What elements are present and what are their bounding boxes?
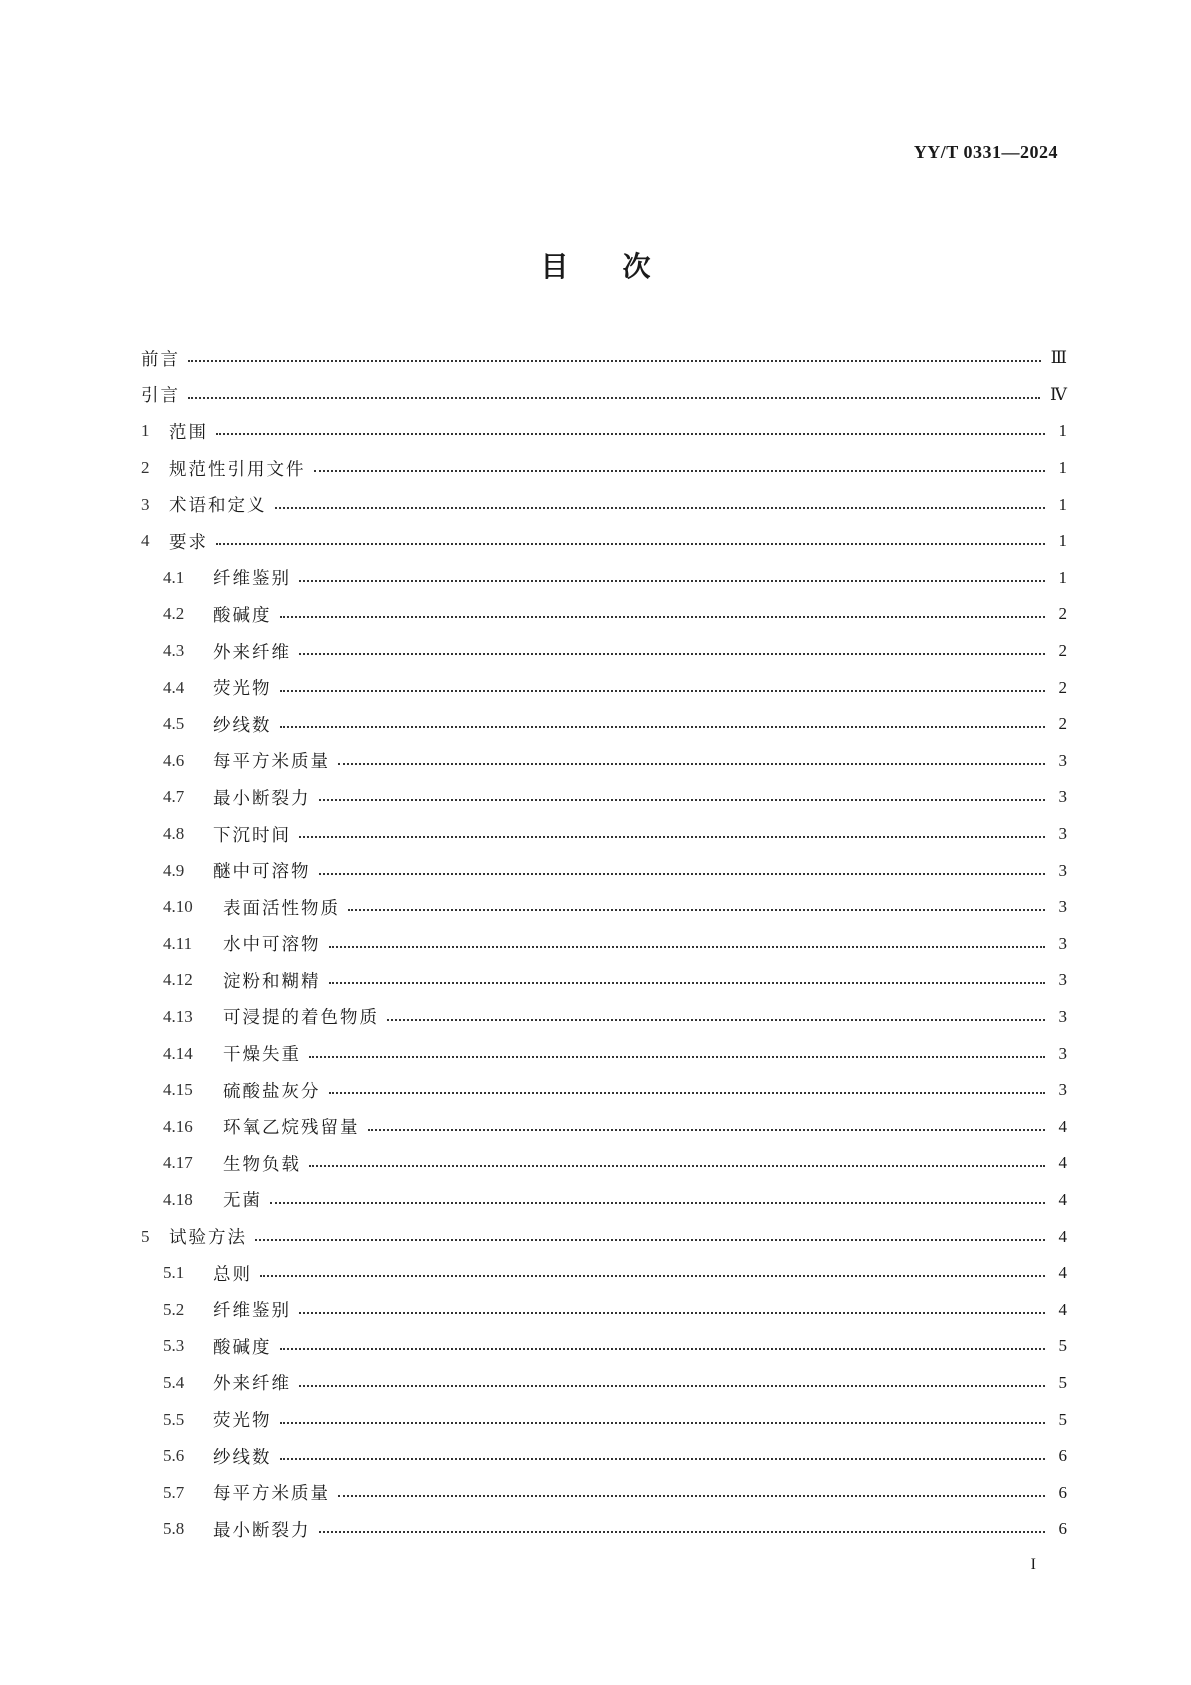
dot-leader [188,360,1041,362]
dot-leader [280,726,1046,728]
dot-leader [329,982,1046,984]
toc-entry-title: 要求 [169,532,208,553]
toc-entry-number: 3 [141,494,150,514]
toc-entry-number: 5.6 [163,1446,185,1466]
toc-entry-number: 5 [141,1226,150,1246]
toc-entry[interactable] [141,377,1067,414]
toc-entry-page: 1 [1058,531,1067,551]
toc-entry[interactable] [141,560,1067,597]
toc-entry-page: 3 [1058,970,1067,990]
toc-entry-title: 荧光物 [213,1411,272,1432]
toc-entry[interactable] [141,1218,1067,1255]
dot-leader [368,1129,1046,1131]
toc-entry-number: 4.6 [163,750,185,770]
dot-leader [319,873,1046,875]
toc-entry[interactable] [141,1255,1067,1292]
dot-leader [270,1202,1045,1204]
toc-entry-title: 水中可溶物 [223,935,321,956]
toc-entry-title: 外来纤维 [213,642,291,663]
toc-entry-number: 1 [141,421,150,441]
toc-entry[interactable] [141,1474,1067,1511]
toc-entry-title: 纤维鉴别 [213,569,291,590]
toc-entry-page: 4 [1058,1299,1067,1319]
toc-entry-title: 下沉时间 [213,825,291,846]
dot-leader [280,616,1046,618]
dot-leader [309,1165,1045,1167]
dot-leader [319,799,1046,801]
toc-entry-number: 4.17 [163,1153,193,1173]
toc-entry-title: 醚中可溶物 [213,862,311,883]
toc-entry-page: 2 [1058,604,1067,624]
dot-leader [309,1056,1045,1058]
toc-entry-page: 4 [1058,1226,1067,1246]
dot-leader [280,1348,1046,1350]
toc-entry-title: 酸碱度 [213,605,272,626]
toc-entry-title: 最小断裂力 [213,1520,311,1541]
toc-entry[interactable] [141,413,1067,450]
toc-entry-page: 6 [1058,1482,1067,1502]
toc-entry-page: 3 [1058,787,1067,807]
toc-entry-number: 4.12 [163,970,193,990]
toc-entry[interactable] [141,852,1067,889]
toc-entry[interactable] [141,1511,1067,1548]
toc-entry[interactable] [141,596,1067,633]
toc-entry-number: 5.5 [163,1409,185,1429]
toc-entry-title: 最小断裂力 [213,788,311,809]
toc-entry[interactable] [141,340,1067,377]
toc-entry[interactable] [141,633,1067,670]
toc-entry-page: 4 [1058,1153,1067,1173]
toc-entry[interactable] [141,1328,1067,1365]
toc-entry-number: 5.3 [163,1336,185,1356]
toc-entry[interactable] [141,962,1067,999]
toc-entry-number: 4.8 [163,824,185,844]
toc-entry-title: 酸碱度 [213,1337,272,1358]
dot-leader [387,1019,1045,1021]
toc-entry-page: 3 [1058,750,1067,770]
page-number: I [1030,1556,1036,1573]
dot-leader [216,543,1045,545]
toc-entry-title: 可浸提的着色物质 [223,1008,379,1029]
toc-entry-page: 3 [1058,1080,1067,1100]
toc-entry-page: 6 [1058,1446,1067,1466]
toc-entry-page: 3 [1058,1006,1067,1026]
toc-entry-title: 纤维鉴别 [213,1301,291,1322]
toc-entry[interactable] [141,999,1067,1036]
toc-entry-page: 2 [1058,641,1067,661]
dot-leader [299,1385,1045,1387]
dot-leader [319,1531,1046,1533]
toc-entry-page: 4 [1058,1116,1067,1136]
toc-entry-page: 2 [1058,677,1067,697]
toc-entry-number: 4.5 [163,714,185,734]
toc-entry-title: 前言 [141,349,180,370]
toc-entry[interactable] [141,1145,1067,1182]
toc-entry-page: 1 [1058,494,1067,514]
toc-entry-number: 5.7 [163,1482,185,1502]
toc-entry[interactable] [141,779,1067,816]
toc-entry[interactable] [141,1291,1067,1328]
dot-leader [280,1458,1046,1460]
toc-entry-page: 3 [1058,933,1067,953]
dot-leader [255,1239,1045,1241]
toc-entry-page: 3 [1058,824,1067,844]
dot-leader [299,1312,1045,1314]
toc-entry-title: 范围 [169,422,208,443]
toc-entry-title: 无菌 [223,1191,262,1212]
toc-entry-page: 3 [1058,860,1067,880]
toc-entry[interactable] [141,450,1067,487]
dot-leader [299,836,1045,838]
toc-entry[interactable] [141,1401,1067,1438]
dot-leader [348,909,1045,911]
toc-entry-number: 4.3 [163,641,185,661]
toc-entry[interactable] [141,743,1067,780]
toc-entry-page: 6 [1058,1519,1067,1539]
toc-entry-title: 每平方米质量 [213,752,330,773]
toc-entry[interactable] [141,1035,1067,1072]
dot-leader [188,397,1040,399]
toc-entry[interactable] [141,486,1067,523]
dot-leader [329,946,1046,948]
page-title: 目次 [540,250,705,283]
dot-leader [275,507,1046,509]
toc-entry[interactable] [141,706,1067,743]
toc-entry-title: 纱线数 [213,1447,272,1468]
toc-entry-number: 4.4 [163,677,185,697]
toc-entry-number: 4.18 [163,1189,193,1209]
toc-entry-number: 5.4 [163,1372,185,1392]
toc-entry-number: 4.15 [163,1080,193,1100]
toc-entry-number: 4.14 [163,1043,193,1063]
toc-entry-title: 每平方米质量 [213,1484,330,1505]
toc-entry[interactable] [141,1182,1067,1219]
toc-entry-page: 3 [1058,897,1067,917]
toc-entry-title: 试验方法 [169,1228,247,1249]
toc-entry-number: 2 [141,458,150,478]
toc-entry[interactable] [141,669,1067,706]
dot-leader [314,470,1046,472]
toc-entry[interactable] [141,926,1067,963]
toc-entry-number: 5.1 [163,1263,185,1283]
toc-entry-page: 4 [1058,1189,1067,1209]
toc-entry[interactable] [141,889,1067,926]
toc-entry-page: 4 [1058,1263,1067,1283]
toc-entry-page: 1 [1058,421,1067,441]
toc-entry-number: 4.7 [163,787,185,807]
toc-entry-title: 规范性引用文件 [169,459,306,480]
toc-entry-number: 5.8 [163,1519,185,1539]
toc-entry-title: 引言 [141,386,180,407]
toc-entry-number: 4.9 [163,860,185,880]
dot-leader [338,1495,1045,1497]
toc-entry[interactable] [141,1072,1067,1109]
toc-entry-title: 外来纤维 [213,1374,291,1395]
toc-entry-number: 4.11 [163,933,193,953]
toc-entry-title: 硫酸盐灰分 [223,1081,321,1102]
toc-entry-number: 4.1 [163,567,185,587]
toc-entry-number: 4.13 [163,1006,193,1026]
toc-entry-page: 2 [1058,714,1067,734]
dot-leader [299,653,1045,655]
toc-entry-title: 荧光物 [213,679,272,700]
toc-entry-title: 表面活性物质 [223,898,340,919]
toc-entry-page: 5 [1058,1336,1067,1356]
toc-entry-number: 4.2 [163,604,185,624]
toc-entry[interactable] [141,1108,1067,1145]
dot-leader [260,1275,1045,1277]
dot-leader [299,580,1045,582]
toc-entry-title: 纱线数 [213,715,272,736]
toc-entry-page: 1 [1058,458,1067,478]
dot-leader [216,433,1045,435]
toc-entry-page: 5 [1058,1409,1067,1429]
standard-code: YY/T 0331—2024 [913,142,1058,162]
toc-entry-page: 1 [1058,567,1067,587]
toc-entry-page: 5 [1058,1372,1067,1392]
toc-entry-title: 淀粉和糊精 [223,971,321,992]
toc-entry[interactable] [141,1438,1067,1475]
dot-leader [280,690,1046,692]
dot-leader [280,1422,1046,1424]
toc-entry-number: 4.16 [163,1116,193,1136]
toc-entry[interactable] [141,1365,1067,1402]
dot-leader [338,763,1045,765]
toc-entry-title: 环氧乙烷残留量 [223,1118,360,1139]
toc-entry-page: Ⅳ [1050,384,1067,404]
toc-entry[interactable] [141,523,1067,560]
dot-leader [329,1092,1046,1094]
toc-entry-number: 5.2 [163,1299,185,1319]
toc-entry-title: 生物负载 [223,1154,301,1175]
toc-entry[interactable] [141,816,1067,853]
toc-entry-page: Ⅲ [1050,348,1067,368]
toc-entry-title: 总则 [213,1264,252,1285]
toc-entry-page: 3 [1058,1043,1067,1063]
toc-entry-number: 4 [141,531,150,551]
toc-entry-title: 术语和定义 [169,496,267,517]
table-of-contents [141,340,1067,1548]
toc-entry-title: 干燥失重 [223,1045,301,1066]
toc-entry-number: 4.10 [163,897,193,917]
